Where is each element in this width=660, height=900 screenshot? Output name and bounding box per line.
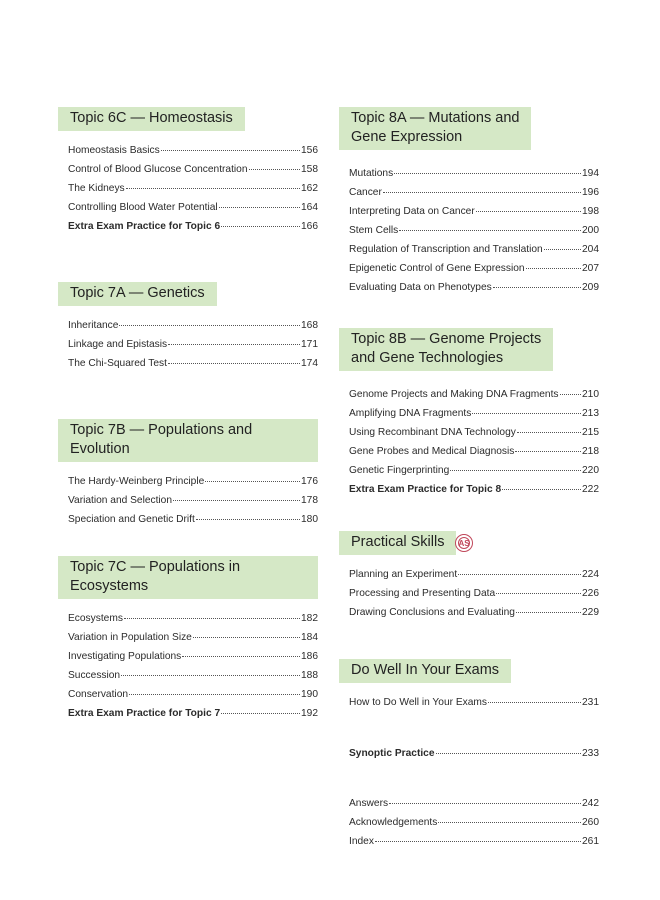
section-topic-8a: [339, 107, 599, 296]
leader-dots: [436, 741, 582, 754]
section-practical-skills: [339, 531, 599, 621]
leader-dots: [458, 562, 581, 575]
entry-title: Stem Cells: [349, 225, 399, 236]
leader-dots: [129, 682, 300, 695]
entry-title: Planning an Experiment: [349, 569, 458, 580]
toc-entry[interactable]: [339, 602, 599, 621]
leader-dots: [493, 275, 581, 288]
entry-page: 233: [582, 748, 599, 759]
leader-dots: [515, 439, 581, 452]
toc-entry[interactable]: [339, 692, 599, 711]
entry-page: 184: [301, 632, 318, 643]
entry-page: 168: [301, 320, 318, 331]
leader-dots: [476, 199, 581, 212]
entry-page: 174: [301, 358, 318, 369]
section-header: Topic 7A — Genetics: [58, 282, 217, 306]
entry-title: Genome Projects and Making DNA Fragments: [349, 389, 559, 400]
entry-list: [58, 471, 318, 528]
leader-dots: [496, 581, 581, 594]
entry-page: 186: [301, 651, 318, 662]
toc-entry-exam-practice[interactable]: [58, 216, 318, 235]
entry-page: 261: [582, 836, 599, 847]
section-header: [339, 107, 531, 150]
leader-dots: [488, 690, 581, 703]
section-header: Do Well In Your Exams: [339, 659, 511, 683]
entry-page: 164: [301, 202, 318, 213]
leader-dots: [450, 458, 581, 471]
entry-page: 209: [582, 282, 599, 293]
leader-dots: [249, 157, 300, 170]
entry-title: Mutations: [349, 168, 394, 179]
leader-dots: [560, 382, 582, 395]
leader-dots: [124, 606, 300, 619]
entry-title: Variation in Population Size: [68, 632, 192, 643]
entry-page: 158: [301, 164, 318, 175]
toc-entry[interactable]: [339, 831, 599, 850]
entry-page: 192: [301, 708, 318, 719]
leader-dots: [399, 218, 581, 231]
entry-page: 210: [582, 389, 599, 400]
entry-page: 226: [582, 588, 599, 599]
header-line: and Gene Technologies: [351, 350, 504, 366]
leader-dots: [173, 488, 300, 501]
entry-title: Inheritance: [68, 320, 119, 331]
toc-entry-exam-practice[interactable]: [58, 703, 318, 722]
leader-dots: [219, 195, 300, 208]
section-synoptic: [339, 743, 599, 762]
entry-title: The Kidneys: [68, 183, 125, 194]
entry-page: 215: [582, 427, 599, 438]
header-line: Topic 8A — Mutations and: [351, 110, 520, 126]
section-topic-8b: [339, 328, 599, 498]
entry-list: [339, 564, 599, 621]
entry-title: Evaluating Data on Phenotypes: [349, 282, 492, 293]
leader-dots: [394, 161, 581, 174]
entry-title: The Chi-Squared Test: [68, 358, 167, 369]
leader-dots: [193, 625, 300, 638]
entry-title: Synoptic Practice: [349, 748, 435, 759]
entry-title: Extra Exam Practice for Topic 8: [349, 484, 502, 495]
entry-page: 213: [582, 408, 599, 419]
entry-title: Interpreting Data on Cancer: [349, 206, 475, 217]
leader-dots: [119, 313, 300, 326]
entry-title: Homeostasis Basics: [68, 145, 160, 156]
entry-title: Answers: [349, 798, 389, 809]
entry-title: Index: [349, 836, 374, 847]
entry-title: Conservation: [68, 689, 129, 700]
entry-list: [58, 608, 318, 722]
entry-list: [339, 163, 599, 296]
entry-page: 171: [301, 339, 318, 350]
entry-page: 242: [582, 798, 599, 809]
entry-page: 222: [582, 484, 599, 495]
entry-title: Drawing Conclusions and Evaluating: [349, 607, 515, 618]
section-header: [339, 328, 553, 371]
entry-title: Using Recombinant DNA Technology: [349, 427, 516, 438]
leader-dots: [221, 701, 300, 714]
entry-page: 207: [582, 263, 599, 274]
entry-title: Extra Exam Practice for Topic 6: [68, 221, 221, 232]
section-header: Topic 7C — Populations in Ecosystems: [58, 556, 318, 599]
leader-dots: [375, 829, 581, 842]
leader-dots: [182, 644, 300, 657]
section-header: Topic 6C — Homeostasis: [58, 107, 245, 131]
entry-title: Variation and Selection: [68, 495, 173, 506]
entry-list: [339, 692, 599, 711]
leader-dots: [168, 332, 300, 345]
entry-title: Ecosystems: [68, 613, 123, 624]
section-topic-7c: [58, 556, 318, 722]
leader-dots: [502, 477, 581, 490]
entry-title: Gene Probes and Medical Diagnosis: [349, 446, 515, 457]
toc-entry[interactable]: [58, 509, 318, 528]
leader-dots: [168, 351, 300, 364]
header-row: [339, 531, 599, 555]
entry-page: 194: [582, 168, 599, 179]
section-backmatter: [339, 793, 599, 850]
entry-title: Linkage and Epistasis: [68, 339, 168, 350]
leader-dots: [438, 810, 581, 823]
entry-title: Cancer: [349, 187, 382, 198]
section-topic-6c: [58, 107, 318, 235]
leader-dots: [221, 214, 300, 227]
entry-title: Regulation of Transcription and Translation: [349, 244, 543, 255]
leader-dots: [196, 507, 300, 520]
leader-dots: [472, 401, 581, 414]
entry-page: 180: [301, 514, 318, 525]
entry-title: Acknowledgements: [349, 817, 438, 828]
toc-entry-exam-practice[interactable]: [339, 479, 599, 498]
entry-list: [339, 384, 599, 498]
entry-list: [58, 140, 318, 235]
header-line: Gene Expression: [351, 129, 463, 145]
entry-page: 162: [301, 183, 318, 194]
entry-list: [58, 315, 318, 372]
entry-page: 229: [582, 607, 599, 618]
section-header: Topic 7B — Populations and Evolution: [58, 419, 318, 462]
entry-title: How to Do Well in Your Exams: [349, 697, 487, 708]
entry-title: Controlling Blood Water Potential: [68, 202, 218, 213]
leader-dots: [121, 663, 300, 676]
entry-page: 178: [301, 495, 318, 506]
section-header: Practical Skills: [339, 531, 456, 555]
entry-title: Processing and Presenting Data: [349, 588, 496, 599]
entry-page: 166: [301, 221, 318, 232]
entry-page: 188: [301, 670, 318, 681]
entry-page: 182: [301, 613, 318, 624]
entry-page: 176: [301, 476, 318, 487]
leader-dots: [517, 420, 581, 433]
leader-dots: [383, 180, 581, 193]
entry-title: Genetic Fingerprinting: [349, 465, 450, 476]
leader-dots: [526, 256, 581, 269]
leader-dots: [389, 791, 581, 804]
entry-title: Investigating Populations: [68, 651, 182, 662]
entry-page: 196: [582, 187, 599, 198]
entry-page: 198: [582, 206, 599, 217]
entry-title: Extra Exam Practice for Topic 7: [68, 708, 221, 719]
entry-page: 156: [301, 145, 318, 156]
leader-dots: [544, 237, 581, 250]
section-topic-7a: [58, 282, 318, 372]
entry-title: Succession: [68, 670, 121, 681]
entry-title: Epigenetic Control of Gene Expression: [349, 263, 525, 274]
section-topic-7b: [58, 419, 318, 528]
entry-page: 204: [582, 244, 599, 255]
header-line: Topic 8B — Genome Projects: [351, 331, 542, 347]
as-badge-icon: AS: [455, 534, 473, 552]
leader-dots: [516, 600, 581, 613]
toc-entry-synoptic[interactable]: [339, 743, 599, 762]
entry-page: 220: [582, 465, 599, 476]
entry-title: Speciation and Genetic Drift: [68, 514, 195, 525]
entry-page: 190: [301, 689, 318, 700]
entry-title: The Hardy-Weinberg Principle: [68, 476, 205, 487]
entry-title: Control of Blood Glucose Concentration: [68, 164, 248, 175]
entry-title: Amplifying DNA Fragments: [349, 408, 472, 419]
entry-page: 200: [582, 225, 599, 236]
toc-entry[interactable]: [58, 353, 318, 372]
toc-entry[interactable]: [339, 277, 599, 296]
entry-page: 218: [582, 446, 599, 457]
entry-page: 231: [582, 697, 599, 708]
leader-dots: [161, 138, 300, 151]
leader-dots: [205, 469, 300, 482]
entry-page: 224: [582, 569, 599, 580]
entry-page: 260: [582, 817, 599, 828]
section-do-well: [339, 659, 599, 711]
leader-dots: [126, 176, 300, 189]
